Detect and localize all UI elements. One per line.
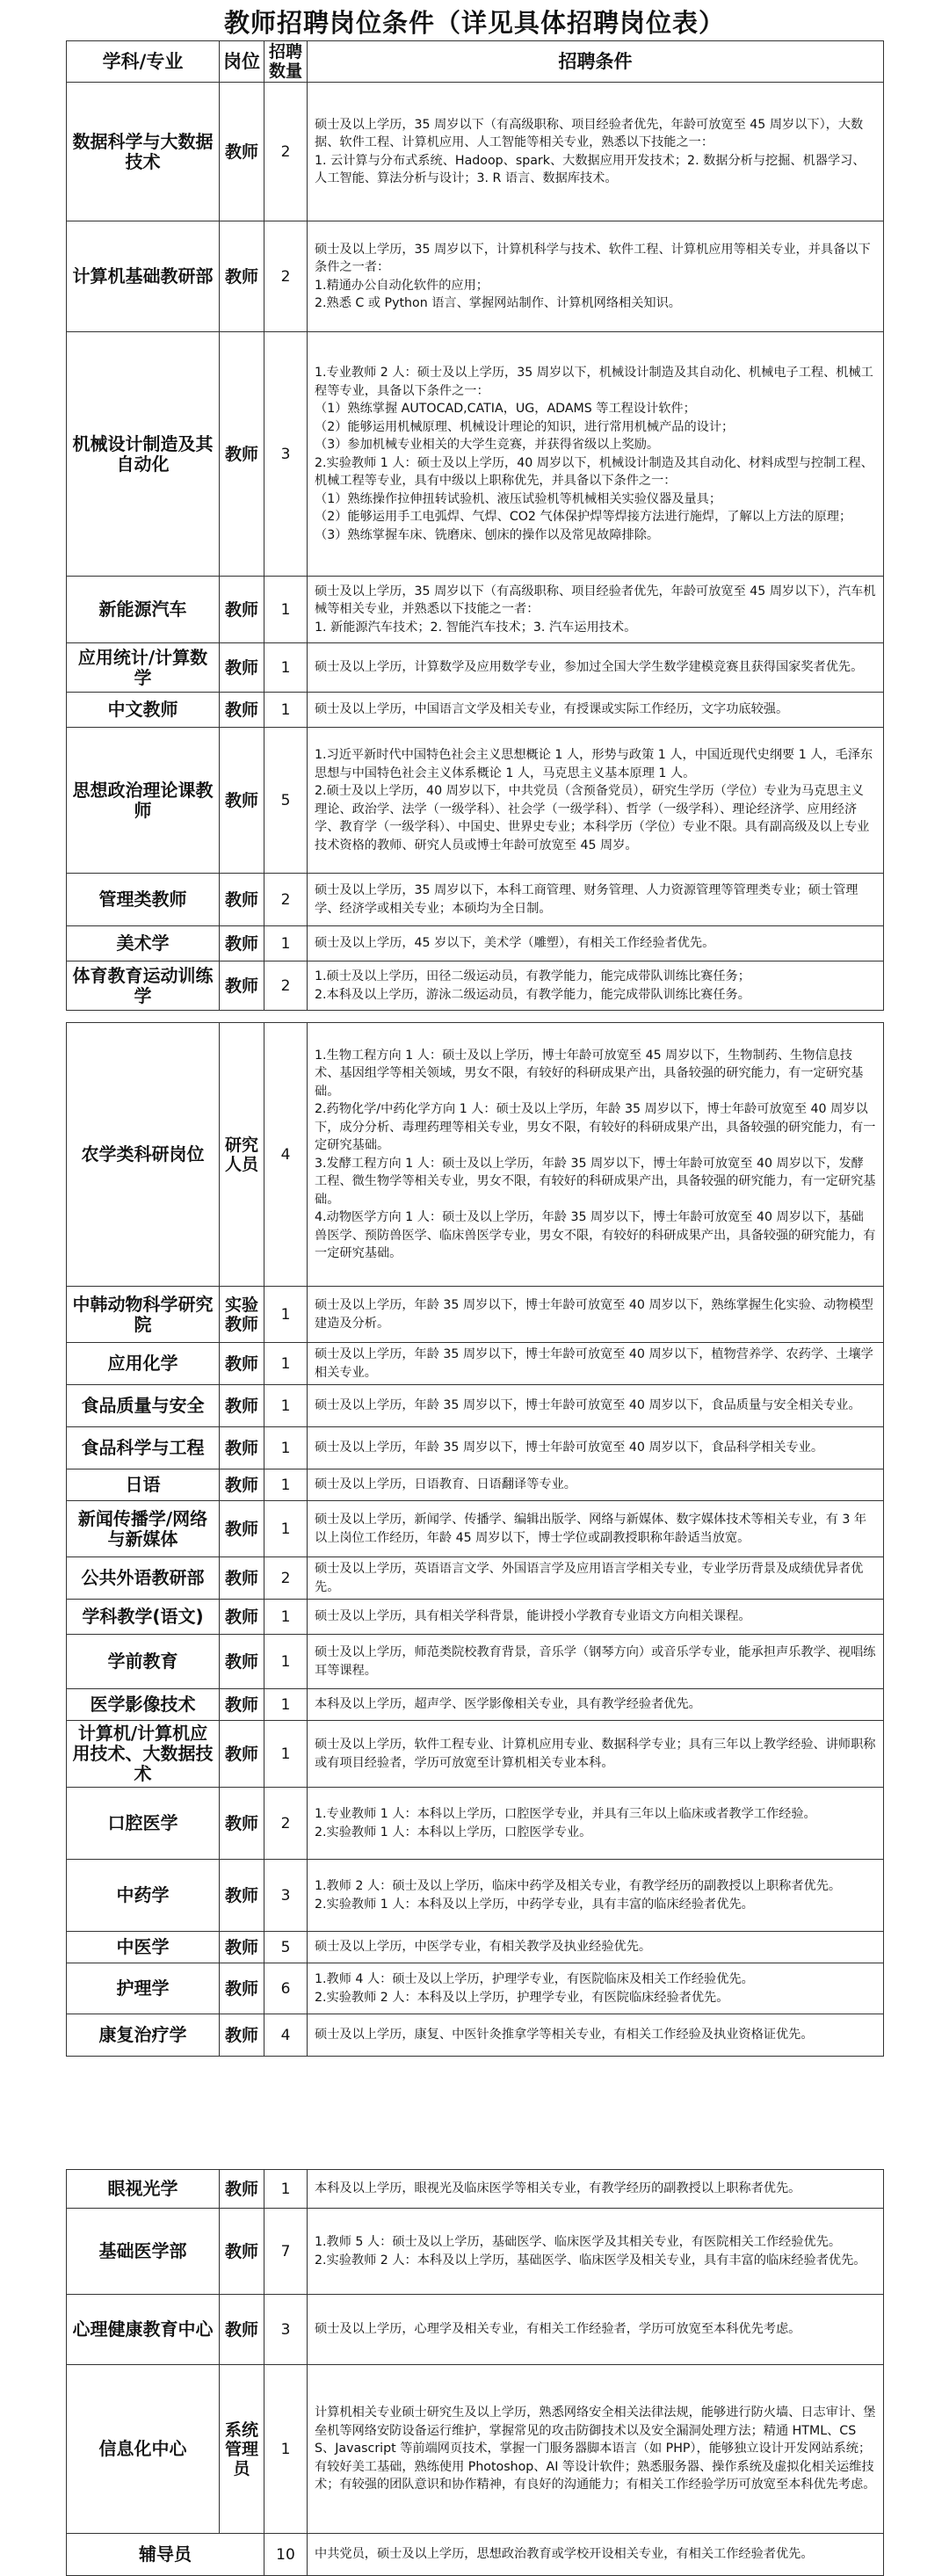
header-count: 招聘数量 (264, 41, 308, 83)
post-cell: 教师 (220, 1600, 264, 1635)
subject-cell: 康复治疗学 (67, 2014, 220, 2057)
subject-cell: 日语 (67, 1469, 220, 1501)
post-cell: 教师 (220, 2014, 264, 2057)
count-cell: 4 (264, 2014, 308, 2057)
requirement-cell: 硕士及以上学历，英语语言文学、外国语言学及应用语言学相关专业，专业学历背景及成绩优异者优先。 (308, 1557, 884, 1600)
table-row (67, 2365, 884, 2534)
subject-cell: 学前教育 (67, 1635, 220, 1689)
requirement-cell: 硕士及以上学历，心理学及相关专业，有相关工作经验者，学历可放宽至本科优先考虑。 (308, 2295, 884, 2365)
table-row (67, 643, 884, 693)
subject-cell: 计算机基础教研部 (67, 221, 220, 332)
subject-cell: 新能源汽车 (67, 577, 220, 643)
count-cell: 1 (264, 2170, 308, 2209)
subject-cell: 中药学 (67, 1860, 220, 1932)
subject-cell: 眼视光学 (67, 2170, 220, 2209)
subject-cell: 信息化中心 (67, 2365, 220, 2534)
count-cell: 1 (264, 1501, 308, 1557)
count-cell: 5 (264, 1932, 308, 1963)
count-cell: 1 (264, 1689, 308, 1721)
subject-cell: 护理学 (67, 1963, 220, 2014)
requirement-cell: 计算机相关专业硕士研究生及以上学历，熟悉网络安全相关法律法规，能够进行防火墙、日志审计、堡垒机等网络安防设备运行维护，掌握常见的攻击防御技术以及安全漏洞处理方法；精通 HTML、CSS、Javascript 等前端网页技术，掌握一门服务器脚本语言（如 PHP），能够独立设计开发网站系统；有较好美工基础，熟练使用 Photoshop、AI 等设计软件；熟悉服务器、操作系统及虚拟化相关运维技术；有较强的团队意识和协作精神，有良好的沟通能力；有相关工作经验学历可放宽至本科优先考虑。 (308, 2365, 884, 2534)
requirement-cell: 硕士及以上学历，35 周岁以下（有高级职称、项目经验者优先，年龄可放宽至 45 周岁以下），汽车机械等相关专业，并熟悉以下技能之一者： 1. 新能源汽车技术；2. 智能汽车技术；3. 汽车运用技术。 (308, 577, 884, 643)
table-row (67, 83, 884, 221)
subject-cell: 公共外语教研部 (67, 1557, 220, 1600)
table-row (67, 1469, 884, 1501)
subject-cell: 食品质量与安全 (67, 1385, 220, 1427)
table-row (67, 1023, 884, 1287)
post-cell: 教师 (220, 1469, 264, 1501)
count-cell: 1 (264, 1721, 308, 1788)
requirement-cell: 1.教师 2 人：硕士及以上学历，临床中药学及相关专业，有教学经历的副教授以上职称者优先。 2.实验教师 1 人：本科及以上学历，中药学专业，具有丰富的临床经验者优先。 (308, 1860, 884, 1932)
count-cell: 1 (264, 2365, 308, 2534)
post-cell: 教师 (220, 643, 264, 693)
requirement-cell: 本科及以上学历，超声学、医学影像相关专业，具有教学经验者优先。 (308, 1689, 884, 1721)
count-cell: 2 (264, 1788, 308, 1860)
table-row (67, 1788, 884, 1860)
requirement-cell: 1.教师 5 人：硕士及以上学历，基础医学、临床医学及其相关专业，有医院相关工作经验优先。 2.实验教师 2 人：本科及以上学历，基础医学、临床医学及相关专业，具有丰富的临床经验者优先。 (308, 2209, 884, 2295)
table-row (67, 1932, 884, 1963)
requirement-cell: 硕士及以上学历，计算数学及应用数学专业，参加过全国大学生数学建模竞赛且获得国家奖者优先。 (308, 643, 884, 693)
requirement-cell: 硕士及以上学历，35 周岁以下，本科工商管理、财务管理、人力资源管理等管理类专业；硕士管理学、经济学或相关专业；本硕均为全日制。 (308, 874, 884, 926)
subject-cell: 数据科学与大数据技术 (67, 83, 220, 221)
post-cell: 教师 (220, 1932, 264, 1963)
subject-cell: 辅导员 (67, 2534, 264, 2576)
table-body-3 (67, 2170, 884, 2576)
subject-cell: 农学类科研岗位 (67, 1023, 220, 1287)
subject-cell: 口腔医学 (67, 1788, 220, 1860)
count-cell: 1 (264, 643, 308, 693)
post-cell: 教师 (220, 1860, 264, 1932)
requirement-cell: 1.教师 4 人：硕士及以上学历，护理学专业，有医院临床及相关工作经验优先。 2.实验教师 2 人：本科及以上学历，护理学专业，有医院临床经验者优先。 (308, 1963, 884, 2014)
table-row (67, 961, 884, 1011)
count-cell: 1 (264, 1343, 308, 1385)
requirement-cell: 1.习近平新时代中国特色社会主义思想概论 1 人，形势与政策 1 人，中国近现代史纲要 1 人，毛泽东思想与中国特色社会主义体系概论 1 人，马克思主义基本原理 1 人。 2.硕士及以上学历，40 周岁以下，中共党员（含预备党员），研究生学历（学位）专业为马克思主义理论、政治学、法学（一级学科）、社会学（一级学科）、哲学（一级学科）、理论经济学、应用经济学、教育学（一级学科）、中国史、世界史专业；本科学历（学位）专业不限。具有副高级及以上专业技术资格的教师、研究人员或博士年龄可放宽至 45 周岁。 (308, 728, 884, 874)
count-cell: 2 (264, 221, 308, 332)
recruitment-table-2 (66, 1022, 884, 2057)
requirement-cell: 硕士及以上学历，日语教育、日语翻译等专业。 (308, 1469, 884, 1501)
count-cell: 2 (264, 874, 308, 926)
table-body-2 (67, 1023, 884, 2057)
requirement-cell: 硕士及以上学历，具有相关学科背景，能讲授小学教育专业语文方向相关课程。 (308, 1600, 884, 1635)
count-cell: 2 (264, 83, 308, 221)
post-cell: 教师 (220, 926, 264, 961)
table-row (67, 874, 884, 926)
requirement-cell: 1.专业教师 1 人：本科以上学历，口腔医学专业，并具有三年以上临床或者教学工作经验。 2.实验教师 1 人：本科以上学历，口腔医学专业。 (308, 1788, 884, 1860)
recruitment-table-3 (66, 2169, 884, 2576)
subject-cell: 医学影像技术 (67, 1689, 220, 1721)
subject-cell: 管理类教师 (67, 874, 220, 926)
subject-cell: 基础医学部 (67, 2209, 220, 2295)
table-row (67, 1385, 884, 1427)
count-cell: 1 (264, 1635, 308, 1689)
requirement-cell: 硕士及以上学历，年龄 35 周岁以下，博士年龄可放宽至 40 周岁以下，食品质量与安全相关专业。 (308, 1385, 884, 1427)
table-row (67, 1635, 884, 1689)
post-cell: 教师 (220, 1689, 264, 1721)
count-cell: 3 (264, 1860, 308, 1932)
table-row (67, 2170, 884, 2209)
count-cell: 1 (264, 577, 308, 643)
count-cell: 1 (264, 693, 308, 728)
subject-cell: 学科教学(语文) (67, 1600, 220, 1635)
count-cell: 3 (264, 332, 308, 577)
subject-cell: 应用统计/计算数学 (67, 643, 220, 693)
table-row (67, 1501, 884, 1557)
table-row (67, 332, 884, 577)
table-row (67, 693, 884, 728)
count-cell: 1 (264, 1600, 308, 1635)
post-cell: 教师 (220, 1501, 264, 1557)
table-row (67, 2014, 884, 2057)
subject-cell: 中医学 (67, 1932, 220, 1963)
count-cell: 1 (264, 1385, 308, 1427)
count-cell: 1 (264, 1469, 308, 1501)
post-cell: 实验教师 (220, 1287, 264, 1343)
table-row (67, 2209, 884, 2295)
subject-cell: 食品科学与工程 (67, 1427, 220, 1469)
count-cell: 2 (264, 1557, 308, 1600)
table-row (67, 1343, 884, 1385)
count-cell: 7 (264, 2209, 308, 2295)
post-cell: 研究人员 (220, 1023, 264, 1287)
requirement-cell: 硕士及以上学历，康复、中医针灸推拿学等相关专业，有相关工作经验及执业资格证优先。 (308, 2014, 884, 2057)
recruitment-table-1 (66, 40, 884, 1011)
post-cell: 教师 (220, 1427, 264, 1469)
subject-cell: 美术学 (67, 926, 220, 961)
post-cell: 教师 (220, 2170, 264, 2209)
table-row (67, 1600, 884, 1635)
table-row (67, 1860, 884, 1932)
post-cell: 教师 (220, 1343, 264, 1385)
subject-cell: 中文教师 (67, 693, 220, 728)
count-cell: 1 (264, 1287, 308, 1343)
header-subject: 学科/专业 (67, 41, 220, 83)
post-cell: 教师 (220, 1557, 264, 1600)
subject-cell: 思想政治理论课教师 (67, 728, 220, 874)
post-cell: 教师 (220, 332, 264, 577)
table-row (67, 728, 884, 874)
post-cell: 教师 (220, 874, 264, 926)
post-cell: 教师 (220, 1963, 264, 2014)
requirement-cell: 硕士及以上学历，35 周岁以下（有高级职称、项目经验者优先，年龄可放宽至 45 周岁以下），大数据、软件工程、计算机应用、人工智能等相关专业，熟悉以下技能之一： 1. 云计算与分布式系统、Hadoop、spark、大数据应用开发技术；2. 数据分析与挖掘、机器学习、人工智能、算法分析与设计；3. R 语言、数据库技术。 (308, 83, 884, 221)
post-cell: 教师 (220, 728, 264, 874)
requirement-cell: 硕士及以上学历，35 周岁以下，计算机科学与技术、软件工程、计算机应用等相关专业，并具备以下条件之一者： 1.精通办公自动化软件的应用； 2.熟悉 C 或 Python 语言、掌握网站制作、计算机网络相关知识。 (308, 221, 884, 332)
count-cell: 5 (264, 728, 308, 874)
subject-cell: 应用化学 (67, 1343, 220, 1385)
table-row (67, 1689, 884, 1721)
table-row (67, 577, 884, 643)
header-post: 岗位 (220, 41, 264, 83)
table-header-row (67, 41, 884, 83)
table-row (67, 2534, 884, 2576)
post-cell: 教师 (220, 2295, 264, 2365)
count-cell: 1 (264, 1427, 308, 1469)
count-cell: 6 (264, 1963, 308, 2014)
post-cell: 教师 (220, 1635, 264, 1689)
subject-cell: 体育教育运动训练学 (67, 961, 220, 1011)
subject-cell: 计算机/计算机应用技术、大数据技术 (67, 1721, 220, 1788)
header-requirement: 招聘条件 (308, 41, 884, 83)
post-cell: 教师 (220, 1385, 264, 1427)
requirement-cell: 本科及以上学历，眼视光及临床医学等相关专业，有教学经历的副教授以上职称者优先。 (308, 2170, 884, 2209)
table-row (67, 1557, 884, 1600)
table-row (67, 1287, 884, 1343)
table-row (67, 1427, 884, 1469)
page-title: 教师招聘岗位条件（详见具体招聘岗位表） (223, 8, 725, 38)
requirement-cell: 硕士及以上学历，中国语言文学及相关专业，有授课或实际工作经历，文字功底较强。 (308, 693, 884, 728)
post-cell: 教师 (220, 83, 264, 221)
subject-cell: 中韩动物科学研究院 (67, 1287, 220, 1343)
count-cell: 2 (264, 961, 308, 1011)
count-cell: 3 (264, 2295, 308, 2365)
table-body-1 (67, 83, 884, 1011)
subject-cell: 心理健康教育中心 (67, 2295, 220, 2365)
requirement-cell: 1.硕士及以上学历，田径二级运动员，有教学能力，能完成带队训练比赛任务； 2.本科及以上学历，游泳二级运动员，有教学能力，能完成带队训练比赛任务。 (308, 961, 884, 1011)
count-cell: 1 (264, 926, 308, 961)
table-row (67, 1963, 884, 2014)
post-cell: 教师 (220, 221, 264, 332)
count-cell: 10 (264, 2534, 308, 2576)
table-row (67, 221, 884, 332)
post-cell: 教师 (220, 1721, 264, 1788)
subject-cell: 机械设计制造及其自动化 (67, 332, 220, 577)
table-row (67, 2295, 884, 2365)
requirement-cell: 硕士及以上学历，中医学专业，有相关教学及执业经验优先。 (308, 1932, 884, 1963)
post-cell: 系统管理员 (220, 2365, 264, 2534)
post-cell: 教师 (220, 961, 264, 1011)
post-cell: 教师 (220, 693, 264, 728)
requirement-cell: 硕士及以上学历，师范类院校教育背景，音乐学（钢琴方向）或音乐学专业，能承担声乐教学、视唱练耳等课程。 (308, 1635, 884, 1689)
requirement-cell: 硕士及以上学历，45 岁以下，美术学（雕塑），有相关工作经验者优先。 (308, 926, 884, 961)
post-cell: 教师 (220, 2209, 264, 2295)
requirement-cell: 硕士及以上学历，年龄 35 周岁以下，博士年龄可放宽至 40 周岁以下，食品科学相关专业。 (308, 1427, 884, 1469)
requirement-cell: 硕士及以上学历，软件工程专业、计算机应用专业、数据科学专业；具有三年以上教学经验、讲师职称或有项目经验者，学历可放宽至计算机相关专业本科。 (308, 1721, 884, 1788)
table-row (67, 1721, 884, 1788)
requirement-cell: 硕士及以上学历，新闻学、传播学、编辑出版学、网络与新媒体、数字媒体技术等相关专业，有 3 年以上岗位工作经历，年龄 45 周岁以下，博士学位或副教授职称年龄适当放宽。 (308, 1501, 884, 1557)
subject-cell: 新闻传播学/网络与新媒体 (67, 1501, 220, 1557)
count-cell: 4 (264, 1023, 308, 1287)
post-cell: 教师 (220, 577, 264, 643)
requirement-cell: 中共党员，硕士及以上学历，思想政治教育或学校开设相关专业，有相关工作经验者优先。 (308, 2534, 884, 2576)
table-row (67, 926, 884, 961)
requirement-cell: 1.生物工程方向 1 人：硕士及以上学历，博士年龄可放宽至 45 周岁以下，生物制药、生物信息技术、基因组学等相关领域，男女不限，有较好的科研成果产出，具备较强的研究能力，有一定研究基础。 2.药物化学/中药化学方向 1 人：硕士及以上学历，年龄 35 周岁以下，博士年龄可放宽至 40 周岁以下，成分分析、毒理药理等相关专业，男女不限，有较好的科研成果产出，具备较强的研究能力，有一定研究基础。 3.发酵工程方向 1 人：硕士及以上学历，年龄 35 周岁以下，博士年龄可放宽至 40 周岁以下，发酵工程、微生物学等相关专业，男女不限，有较好的科研成果产出，具备较强的研究能力，有一定研究基础。 4.动物医学方向 1 人：硕士及以上学历，年龄 35 周岁以下，博士年龄可放宽至 40 周岁以下，基础兽医学、预防兽医学、临床兽医学专业，男女不限，有较好的科研成果产出，具备较强的研究能力，有一定研究基础。 (308, 1023, 884, 1287)
post-cell: 教师 (220, 1788, 264, 1860)
requirement-cell: 硕士及以上学历，年龄 35 周岁以下，博士年龄可放宽至 40 周岁以下，植物营养学、农药学、土壤学相关专业。 (308, 1343, 884, 1385)
requirement-cell: 硕士及以上学历，年龄 35 周岁以下，博士年龄可放宽至 40 周岁以下，熟练掌握生化实验、动物模型建造及分析。 (308, 1287, 884, 1343)
requirement-cell: 1.专业教师 2 人：硕士及以上学历，35 周岁以下，机械设计制造及其自动化、机械电子工程、机械工程等专业，具备以下条件之一： （1）熟练掌握 AUTOCAD,CATIA，UG，ADAMS 等工程设计软件； （2）能够运用机械原理、机械设计理论的知识，进行常用机械产品的设计； （3）参加机械专业相关的大学生竞赛，并获得省级以上奖励。 2.实验教师 1 人：硕士及以上学历，40 周岁以下，机械设计制造及其自动化、材料成型与控制工程、机械工程等专业，具有中级以上职称优先，并具备以下条件之一： （1）熟练操作拉伸扭转试验机、液压试验机等机械相关实验仪器及量具； （2）能够运用手工电弧焊、气焊、CO2 气体保护焊等焊接方法进行施焊，了解以上方法的原理； （3）熟练掌握车床、铣磨床、刨床的操作以及常见故障排除。 (308, 332, 884, 577)
